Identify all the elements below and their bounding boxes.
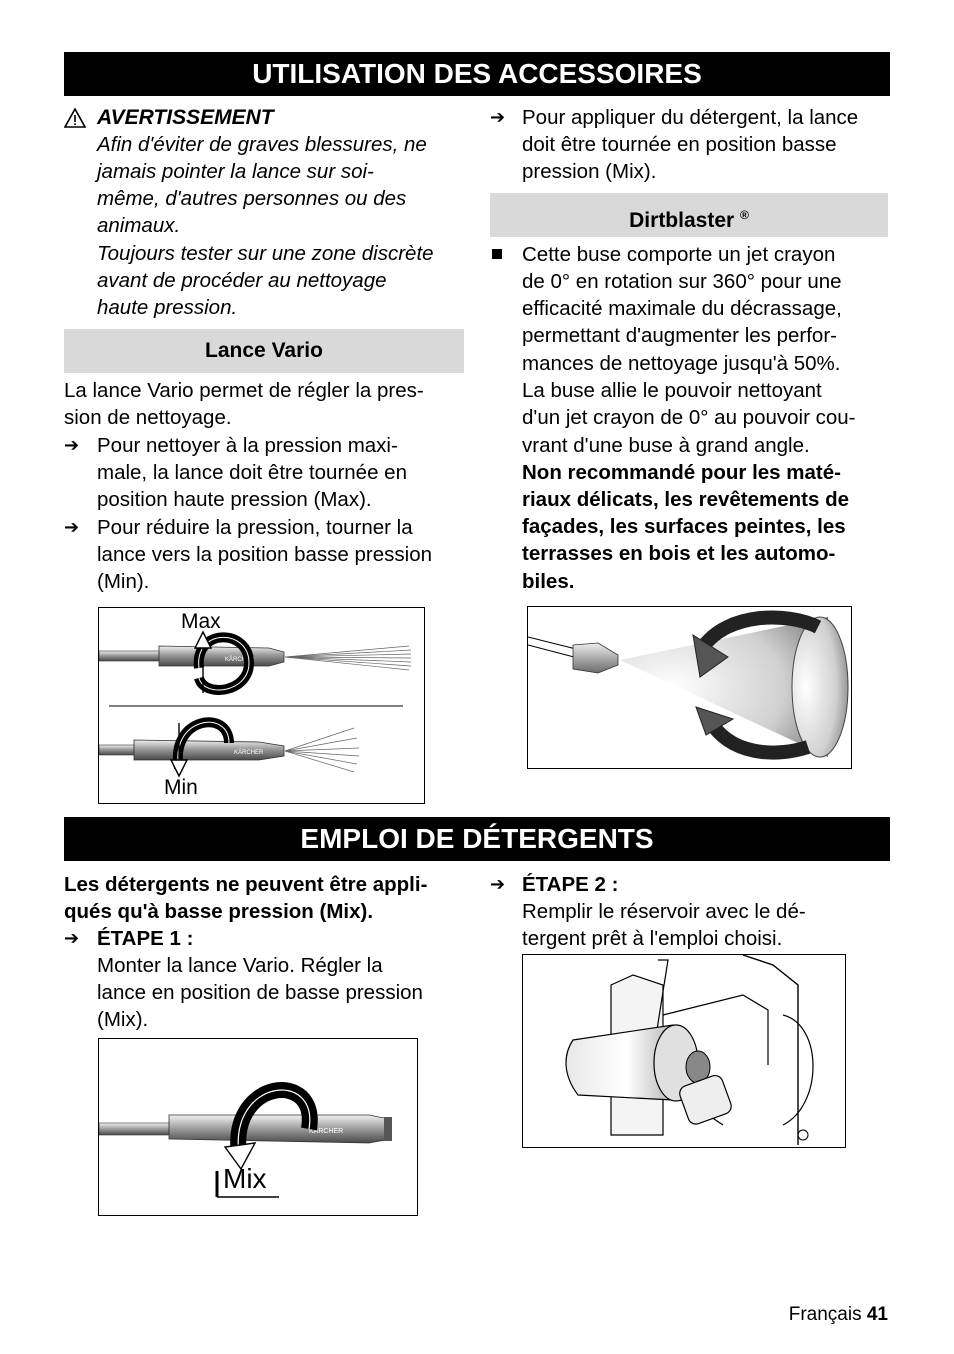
figure-lance-mix xyxy=(98,1038,418,1216)
warning-line: avant de procéder au nettoyage xyxy=(97,269,387,292)
warning-line: haute pression. xyxy=(97,296,238,319)
lance-vario-intro-line: sion de nettoyage. xyxy=(64,406,232,429)
dirtblaster-line: efficacité maximale du décrassage, xyxy=(522,297,842,320)
dirtblaster-line: mances de nettoyage jusqu'à 50%. xyxy=(522,352,841,375)
dirtblaster-warning-line: façades, les surfaces peintes, les xyxy=(522,515,846,538)
dirtblaster-warning-line: Non recommandé pour les maté- xyxy=(522,461,841,484)
registered-mark: ® xyxy=(740,208,749,222)
dirtblaster-line: de 0° en rotation sur 360° pour une xyxy=(522,270,842,293)
dirtblaster-line: La buse allie le pouvoir nettoyant xyxy=(522,379,822,402)
step2-title: ÉTAPE 2 : xyxy=(522,873,619,896)
lance-vario-step1-line: Pour nettoyer à la pression maxi- xyxy=(97,434,398,457)
detergent-intro-line: qués qu'à basse pression (Mix). xyxy=(64,900,374,923)
reservoir-filling-illustration xyxy=(523,955,845,1147)
lance-vario-step1-line: male, la lance doit être tournée en xyxy=(97,461,407,484)
mix-step-line: Pour appliquer du détergent, la lance xyxy=(522,106,859,129)
warning-line: même, d'autres personnes ou des xyxy=(97,187,407,210)
subheading-lance-vario: Lance Vario xyxy=(64,329,464,373)
step1-title: ÉTAPE 1 : xyxy=(97,927,194,950)
arrow-right-icon: ➔ xyxy=(64,928,80,948)
detergent-intro-line: Les détergents ne peuvent être appli- xyxy=(64,873,428,896)
svg-text:KÄRCHER: KÄRCHER xyxy=(225,657,255,663)
dirtblaster-nozzle-illustration xyxy=(528,607,851,768)
lance-vario-step1-line: position haute pression (Max). xyxy=(97,488,372,511)
arrow-right-icon: ➔ xyxy=(490,874,506,894)
warning-heading: AVERTISSEMENT xyxy=(97,106,274,129)
dirtblaster-warning-line: terrasses en bois et les automo- xyxy=(522,542,836,565)
footer-language: Français xyxy=(788,1304,862,1325)
figure-label-min: Min xyxy=(164,776,198,799)
dirtblaster-label: Dirtblaster xyxy=(629,209,735,232)
svg-text:KÄRCHER: KÄRCHER xyxy=(309,1128,344,1135)
step1-line: Monter la lance Vario. Régler la xyxy=(97,954,383,977)
warning-line: Toujours tester sur une zone discrète xyxy=(97,242,434,265)
subheading-dirtblaster xyxy=(490,193,888,237)
step2-line: Remplir le réservoir avec le dé- xyxy=(522,900,806,923)
section-title-accessoires: UTILISATION DES ACCESSOIRES xyxy=(64,52,890,96)
step2-line: tergent prêt à l'emploi choisi. xyxy=(522,927,783,950)
page-footer xyxy=(789,1304,888,1326)
arrow-right-icon: ➔ xyxy=(64,517,80,537)
warning-line: Afin d'éviter de graves blessures, ne xyxy=(97,133,427,156)
lance-vario-step2-line: lance vers la position basse pression xyxy=(97,543,433,566)
warning-triangle-icon xyxy=(64,108,86,128)
figure-label-mix: Mix xyxy=(223,1163,267,1194)
figure-label-max: Max xyxy=(181,610,221,633)
figure-fill-reservoir xyxy=(522,954,846,1148)
svg-text:KÄRCHER: KÄRCHER xyxy=(234,750,264,756)
warning-line: animaux. xyxy=(97,214,181,237)
dirtblaster-warning-line: riaux délicats, les revêtements de xyxy=(522,488,850,511)
dirtblaster-line: vrant d'une buse à grand angle. xyxy=(522,434,810,457)
arrow-right-icon: ➔ xyxy=(490,107,506,127)
square-bullet-icon xyxy=(492,249,502,259)
mix-step-line: pression (Mix). xyxy=(522,160,657,183)
lance-max-min-illustration xyxy=(99,608,424,803)
lance-vario-step2-line: Pour réduire la pression, tourner la xyxy=(97,516,413,539)
arrow-right-icon: ➔ xyxy=(64,435,80,455)
footer-page-number: 41 xyxy=(866,1304,888,1325)
dirtblaster-line: Cette buse comporte un jet crayon xyxy=(522,243,836,266)
step1-line: (Mix). xyxy=(97,1008,149,1031)
section-title-detergents: EMPLOI DE DÉTERGENTS xyxy=(64,817,890,861)
dirtblaster-line: permettant d'augmenter les perfor- xyxy=(522,324,837,347)
mix-step-line: doit être tournée en position basse xyxy=(522,133,837,156)
figure-dirtblaster xyxy=(527,606,852,769)
warning-line: jamais pointer la lance sur soi- xyxy=(97,160,374,183)
lance-vario-step2-line: (Min). xyxy=(97,570,150,593)
dirtblaster-warning-line: biles. xyxy=(522,570,575,593)
lance-vario-intro-line: La lance Vario permet de régler la pres- xyxy=(64,379,424,402)
figure-lance-max-min xyxy=(98,607,425,804)
dirtblaster-line: d'un jet crayon de 0° au pouvoir cou- xyxy=(522,406,856,429)
step1-line: lance en position de basse pression xyxy=(97,981,423,1004)
